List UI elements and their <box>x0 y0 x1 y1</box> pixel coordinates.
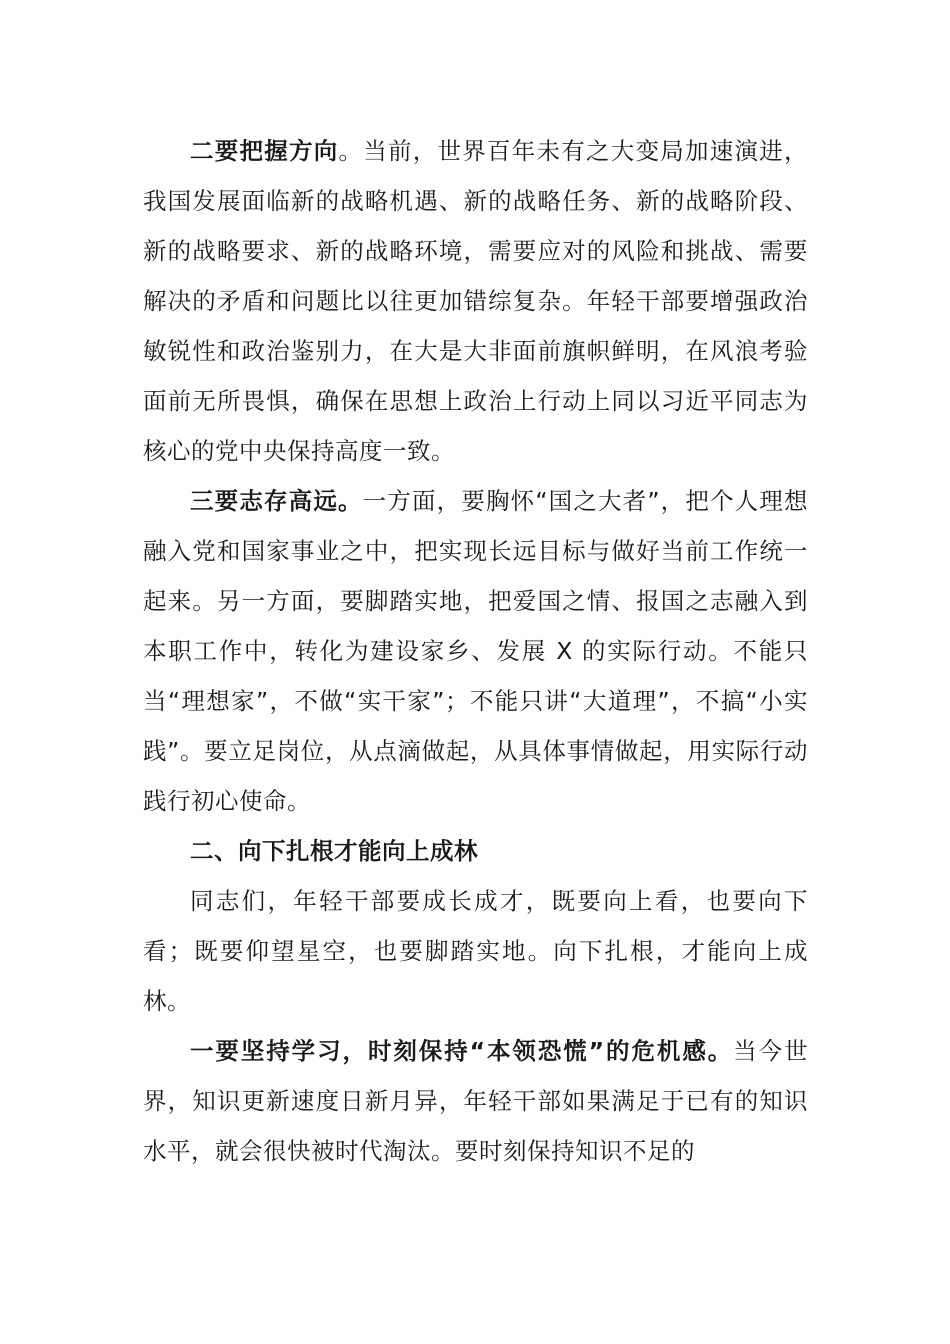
section-heading: 二、向下扎根才能向上成林 <box>190 837 478 865</box>
paragraph-learning <box>143 1026 808 1176</box>
paragraph-body: 当今世界，知识更新速度日新月异，年轻干部如果满足于已有的知识水平，就会很快被时代淘汰。要时刻保持知识不足的 <box>143 1037 808 1165</box>
paragraph-ambition <box>143 476 808 826</box>
paragraph-body: 一方面，要胸怀“国之大者”，把个人理想融入党和国家事业之中，把实现长远目标与做好当前工作统一起来。另一方面，要脚踏实地，把爱国之情、报国之志融入到本职工作中，转化为建设家乡、发展 X 的实际行动。不能只当“理想家”，不做“实干家”；不能只讲“大道理”，不搞“小实践”。要立足岗位，从点滴做起，从具体事情做起，用实际行动践行初心使命。 <box>143 487 809 815</box>
paragraph-body: 。当前，世界百年未有之大变局加速演进，我国发展面临新的战略机遇、新的战略任务、新的战略阶段、新的战略要求、新的战略环境，需要应对的风险和挑战、需要解决的矛盾和问题比以往更加错综复杂。年轻干部要增强政治敏锐性和政治鉴别力，在大是大非面前旗帜鲜明，在风浪考验面前无所畏惧，确保在思想上政治上行动上同以习近平同志为核心的党中央保持高度一致。 <box>143 137 808 465</box>
paragraph-lead: 二要把握方向 <box>190 137 339 165</box>
paragraph-lead: 一要坚持学习，时刻保持“本领恐慌”的危机感。 <box>190 1037 734 1065</box>
paragraph-direction <box>143 126 808 476</box>
paragraph-lead: 三要志存高远。 <box>190 487 363 515</box>
intro-paragraph: 同志们，年轻干部要成长成才，既要向上看，也要向下看；既要仰望星空，也要脚踏实地。向下扎根，才能向上成林。 <box>143 887 808 1015</box>
document-page <box>143 126 808 1176</box>
